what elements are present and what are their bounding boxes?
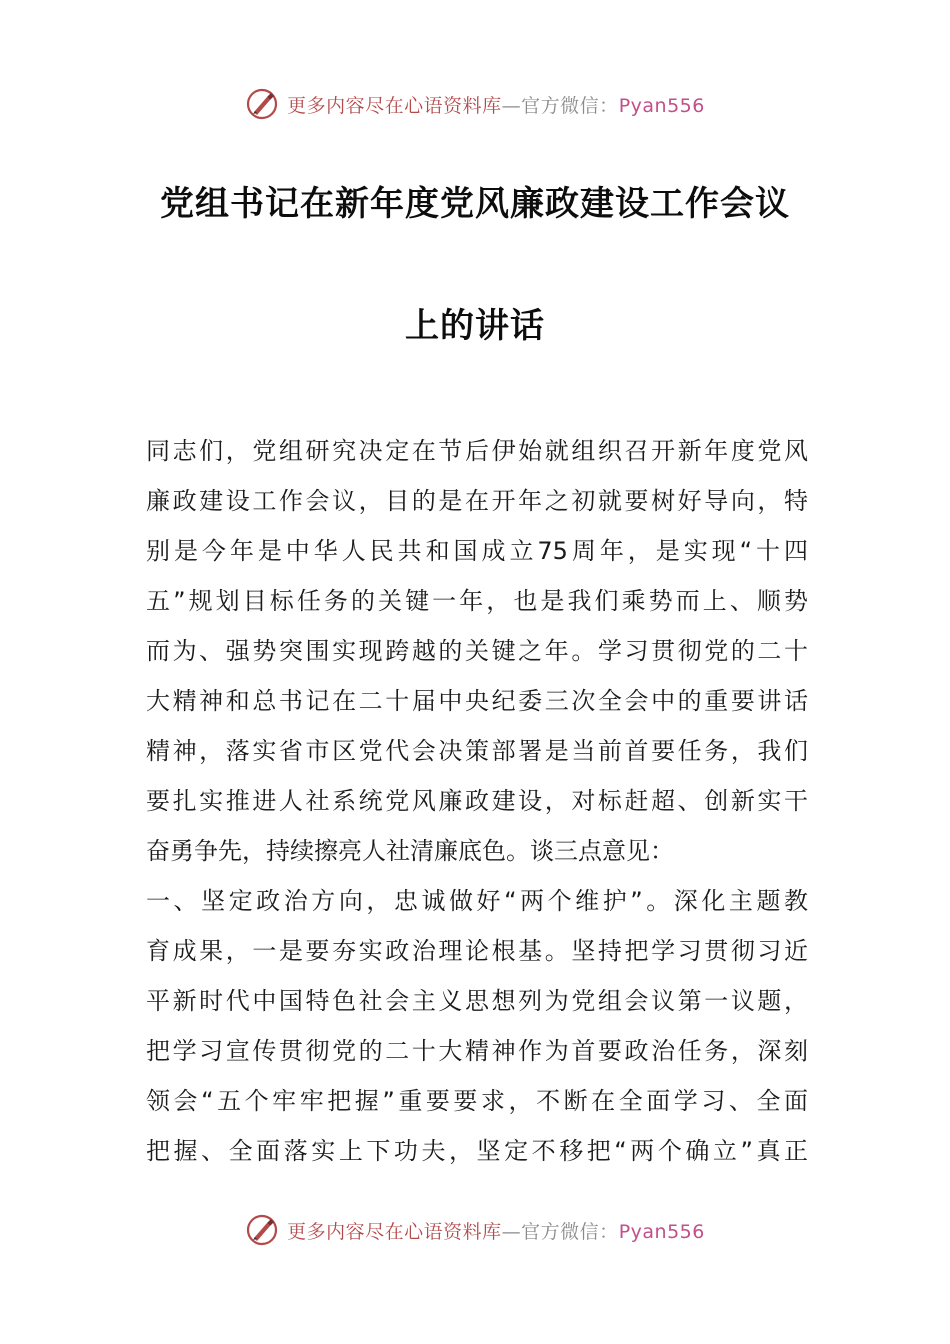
- body-line: 要扎实推进人社系统党风廉政建设，对标赶超、创新实干: [146, 787, 808, 815]
- body-line: 廉政建设工作会议，目的是在开年之初就要树好导向，特: [146, 487, 808, 515]
- body-line: 平新时代中国特色社会主义思想列为党组会议第一议题，: [146, 987, 808, 1015]
- watermark-header: [0, 84, 950, 124]
- body-line: 别是今年是中华人民共和国成立75周年，是实现“十四: [146, 537, 808, 565]
- pen-logo-icon: [245, 1213, 279, 1247]
- watermark-site-name: 更多内容尽在心语资料库: [287, 1220, 502, 1243]
- watermark-footer: [0, 1210, 950, 1250]
- body-line: 把学习宣传贯彻党的二十大精神作为首要政治任务，深刻: [146, 1037, 808, 1065]
- body-line: 育成果，一是要夯实政治理论根基。坚持把学习贯彻习近: [146, 937, 808, 965]
- body-line: 而为、强势突围实现跨越的关键之年。学习贯彻党的二十: [146, 637, 808, 665]
- body-line: 精神，落实省市区党代会决策部署是当前首要任务，我们: [146, 737, 808, 765]
- pen-logo-icon: [245, 87, 279, 121]
- body-line: 五”规划目标任务的关键一年，也是我们乘势而上、顺势: [146, 587, 808, 615]
- body-line: 大精神和总书记在二十届中央纪委三次全会中的重要讲话: [146, 687, 808, 715]
- speech-body: [146, 426, 808, 1176]
- watermark-wechat-id: Pyan556: [618, 1220, 705, 1243]
- page-title-line-2: 上的讲话: [405, 306, 545, 346]
- watermark-wechat-id: Pyan556: [618, 94, 705, 117]
- watermark-text: [287, 91, 705, 118]
- body-line: 同志们，党组研究决定在节后伊始就组织召开新年度党风: [146, 437, 808, 465]
- watermark-label: —官方微信：: [501, 94, 619, 117]
- body-line: 一、坚定政治方向，忠诚做好“两个维护”。深化主题教: [146, 887, 808, 915]
- page-title-line-1: 党组书记在新年度党风廉政建设工作会议: [160, 184, 790, 224]
- body-line: 把握、全面落实上下功夫，坚定不移把“两个确立”真正: [146, 1137, 808, 1165]
- body-line: 领会“五个牢牢把握”重要要求，不断在全面学习、全面: [146, 1087, 808, 1115]
- watermark-text: [287, 1217, 705, 1244]
- watermark-site-name: 更多内容尽在心语资料库: [287, 94, 502, 117]
- watermark-label: —官方微信：: [501, 1220, 619, 1243]
- body-line: 奋勇争先，持续擦亮人社清廉底色。谈三点意见：: [146, 837, 674, 865]
